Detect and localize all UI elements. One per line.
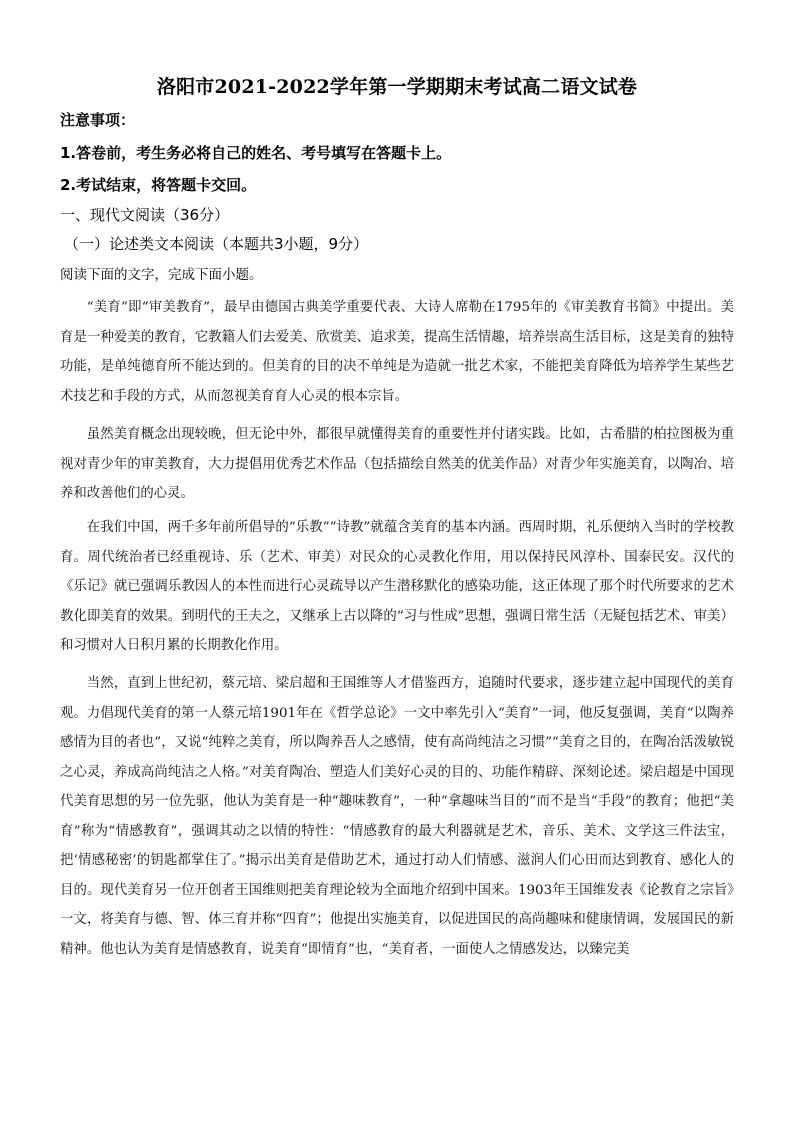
- notice-heading: 注意事项：: [60, 111, 136, 129]
- reading-instruction: 阅读下面的文字，完成下面小题。: [60, 267, 263, 283]
- passage-paragraph-4: 当然，直到上世纪初，蔡元培、梁启超和王国维等人才借鉴西方，追随时代要求，逐步建立起中国现代的美育观。力倡现代美育的第一人蔡元培1901年在《哲学总论》一文中率先引入“美育”一词，他反复强调，美育“以陶养感情为目的者也”，又说“纯粹之美育，所以陶养吾人之感情，使有高尚纯洁之习惯”“美育之目的，在陶冶活泼敏锐之心灵，养成高尚纯洁之人格。”对美育陶冶、塑造人们美好心灵的目的、功能作精辟、深刻论述。梁启超是中国现代美育思想的另一位先驱，他认为美育是一种“趣味教育”，一种“拿趣味当目的”而不是当“手段”的教育；他把“美育”称为“情感教育”，强调其动之以情的特性：“情感教育的最大利器就是艺术，音乐、美术、文学这三件法宝，把‘情感秘密’的钥匙都掌住了。”揭示出美育是借助艺术，通过打动人们情感、滋润人们心田而达到教育、感化人的目的。现代美育另一位开创者王国维则把美育理论较为全面地介绍到中国来。1903年王国维发表《论教育之宗旨》一文，将美育与德、智、体三育并称“四育”；他提出实施美育，以促进国民的高尚趣味和健康情调，发展国民的新精神。他也认为美育是情感教育，说美育“即情育”也，“美育者，一面使人之情感发达，以臻完美: [60, 676, 734, 957]
- page-title: 洛阳市2021-2022学年第一学期期末考试高二语文试卷: [156, 76, 638, 98]
- passage-paragraph-3: 在我们中国，两千多年前所倡导的“乐教”“诗教”就蕴含美育的基本内涵。西周时期，礼乐便纳入当时的学校教育。周代统治者已经重视诗、乐（艺术、审美）对民众的心灵教化作用，用以保持民风淳朴、国泰民安。汉代的《乐记》就已强调乐教因人的本性而进行心灵疏导以产生潜移默化的感染功能，这正体现了那个时代所要求的艺术教化即美育的效果。到明代的王夫之，又继承上古以降的“习与性成”思想，强调日常生活（无疑包括艺术、审美）和习惯对人日积月累的长期教化作用。: [60, 520, 734, 653]
- passage-paragraph-1: “美育”即“审美教育”，最早由德国古典美学重要代表、大诗人席勒在1795年的《审美教育书简》中提出。美育是一种爱美的教育，它教籍人们去爱美、欣赏美、追求美，提高生活情趣，培养崇高生活目标，这是美育的独特功能，是单纯德育所不能达到的。但美育的目的决不单纯是为造就一批艺术家，不能把美育降低为培养学生某些艺术技艺和手段的方式，从而忽视美育育人心灵的根本宗旨。: [60, 300, 734, 404]
- section-heading: 一、现代文阅读（36分）: [60, 206, 230, 224]
- passage-paragraph-2: 虽然美育概念出现较晚，但无论中外，都很早就懂得美育的重要性并付诸实践。比如，古希腊的柏拉图极为重视对青少年的审美教育，大力提倡用优秀艺术作品（包括描绘自然美的优美作品）对青少年实施美育，以陶冶、培养和改善他们的心灵。: [60, 427, 734, 501]
- notice-item-2: 2.考试结束，将答题卡交回。: [60, 176, 257, 194]
- subsection-heading: （一）论述类文本阅读（本题共3小题，9分）: [64, 235, 369, 253]
- notice-item-1: 1.答卷前，考生务必将自己的姓名、考号填写在答题卡上。: [60, 144, 452, 162]
